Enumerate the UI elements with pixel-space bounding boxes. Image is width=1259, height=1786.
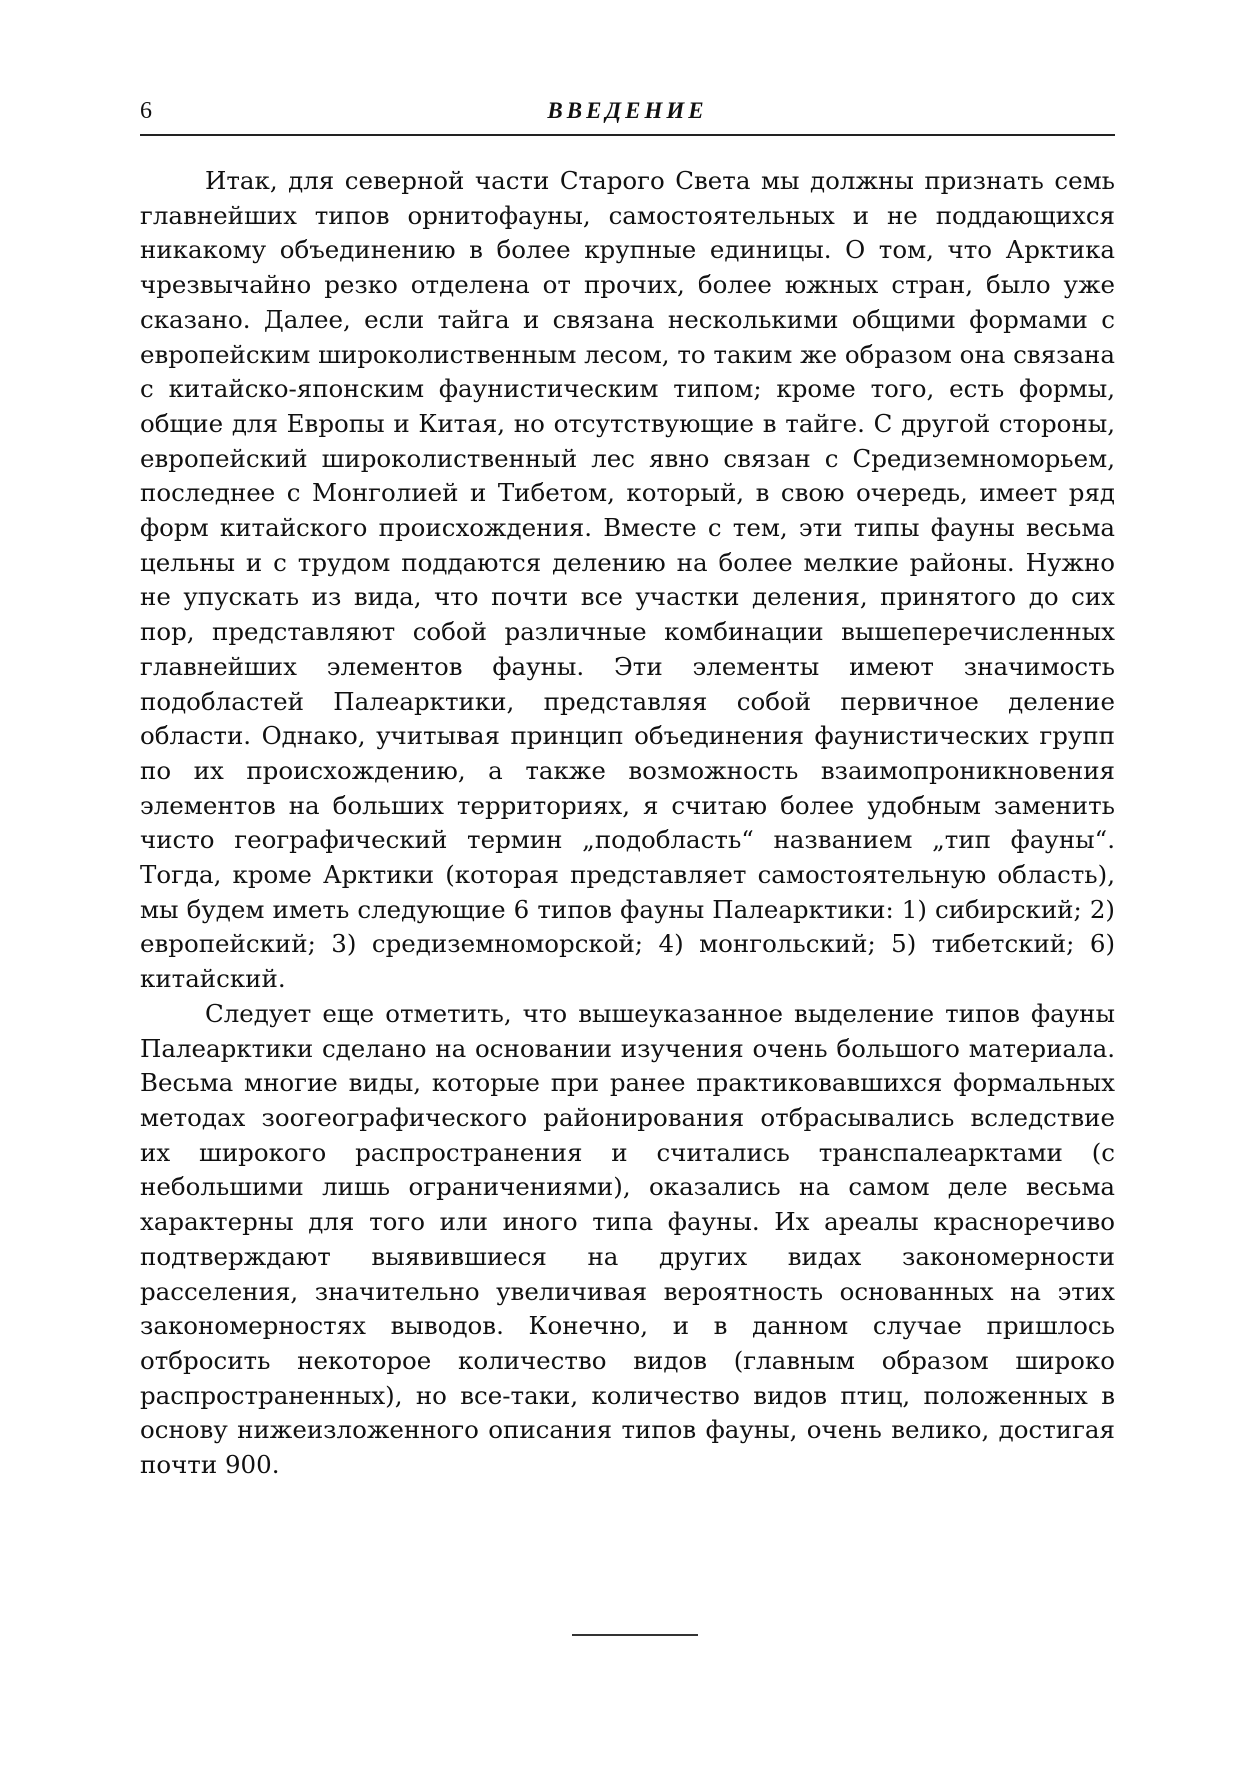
paragraph-2: Следует еще отметить, что вышеуказанное выделение типов фауны Палеарктики сделано на основании изучения очень большого материала. Весьма многие виды, которые при ранее практиковавшихся формальных методах зоогеографического районирования отбрасывались вследствие их широкого распространения и считались транспалеарктами (с небольшими лишь ограничениями), оказались на самом деле весьма характерны для того или иного типа фауны. Их ареалы красноречиво подтверждают выявившиеся на других видах закономерности расселения, значительно увеличивая вероятность основанных на этих закономерностях выводов. Конечно, и в данном случае пришлось отбросить некоторое количество видов (главным образом широко распространенных), но все-таки, количество видов птиц, положенных в основу нижеизложенного описания типов фауны, очень велико, достигая почти 900. (140, 998, 1115, 1480)
body-text (140, 164, 1115, 1483)
page (140, 90, 1115, 1483)
page-number: 6 (140, 98, 152, 124)
paragraph-1: Итак, для северной части Старого Света мы должны признать семь главнейших типов орнитофауны, самостоятельных и не поддающихся никакому объединению в более крупные единицы. О том, что Арктика чрезвычайно резко отделена от прочих, более южных стран, было уже сказано. Далее, если тайга и связана несколькими общими формами с европейским широколиственным лесом, то таким же образом она связана с китайско-японским фаунистическим типом; кроме того, есть формы, общие для Европы и Китая, но отсутствующие в тайге. С другой стороны, европейский широколиственный лес явно связан с Средиземноморьем, последнее с Монголией и Тибетом, который, в свою очередь, имеет ряд форм китайского происхождения. Вместе с тем, эти типы фауны весьма цельны и с трудом поддаются делению на более мелкие районы. Нужно не упускать из вида, что почти все участки деления, принятого до сих пор, представляют собой различные комбинации вышеперечисленных главнейших элементов фауны. Эти элементы имеют значимость подобластей Палеарктики, представляя собой первичное деление области. Однако, учитывая принцип объединения фаунистических групп по их происхождению, а также возможность взаимопроникновения элементов на больших территориях, я считаю более удобным заменить чисто географический термин „подобласть“ названием „тип фауны“. Тогда, кроме Арктики (которая представляет самостоятельную область), мы будем иметь следующие 6 типов фауны Палеарктики: 1) сибирский; 2) европейский; 3) средиземноморской; 4) монгольский; 5) тибетский; 6) китайский. (140, 166, 1115, 994)
end-rule (572, 1634, 698, 1636)
running-head (140, 90, 1115, 136)
section-title: ВВЕДЕНИЕ (547, 98, 708, 123)
